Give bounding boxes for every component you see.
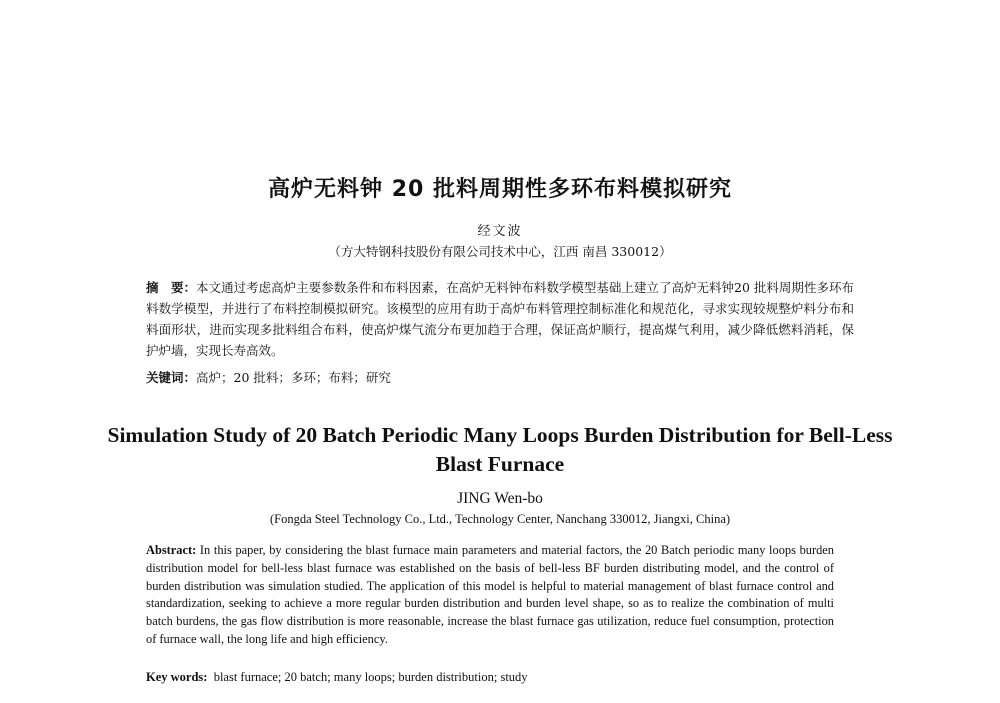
chinese-keywords-label: 关键词：	[146, 370, 197, 385]
chinese-keywords	[146, 367, 854, 388]
english-keywords	[146, 670, 834, 685]
english-abstract-label: Abstract:	[146, 543, 197, 557]
english-title: Simulation Study of 20 Batch Periodic Many Loops Burden Distribution for Bell-Less Blast Furnace	[107, 423, 893, 476]
english-keywords-text: blast furnace; 20 batch; many loops; burden distribution; study	[213, 670, 528, 684]
chinese-abstract-label: 摘 要：	[146, 280, 197, 295]
chinese-keywords-text: 高炉；20 批料；多环；布料；研究	[196, 370, 391, 385]
chinese-affiliation: （方大特钢科技股份有限公司技术中心，江西 南昌 330012）	[328, 244, 672, 259]
chinese-author: 经文波	[477, 224, 523, 239]
chinese-abstract-text: 本文通过考虑高炉主要参数条件和布料因素，在高炉无料钟布料数学模型基础上建立了高炉无料钟20 批料周期性多环布料数学模型，并进行了布料控制模拟研究。该模型的应用有助于高炉布料管理控制标准化和规范化，寻求实现较规整炉料分布和料面形状，进而实现多批料组合布料，使高炉煤气流分布更加趋于合理，保证高炉顺行，提高煤气利用，减少降低燃料消耗，保护炉墙，实现长寿高效。	[146, 280, 854, 358]
english-abstract	[146, 542, 834, 649]
english-affiliation: (Fongda Steel Technology Co., Ltd., Technology Center, Nanchang 330012, Jiangxi, China)	[269, 512, 731, 526]
english-abstract-text: In this paper, by considering the blast furnace main parameters and material factors, the 20 Batch periodic many loops burden distribution model for bell-less blast furnace was established on the basis of bell-less BF burden distributing model, and the control of burden distribution was simulation studied. The application of this model is helpful to material management of blast furnace control and standardization, seeking to achieve a more regular burden distribution and burden level shape, so as to realize the combination of multi batch burdens, the gas flow distribution is more reasonable, increase the blast furnace gas utilization, reduce fuel consumption, protection of furnace wall, the long life and high efficiency.	[146, 543, 834, 646]
english-keywords-label: Key words:	[146, 670, 208, 684]
chinese-title: 高炉无料钟 20 批料周期性多环布料模拟研究	[268, 177, 732, 202]
chinese-abstract	[146, 277, 854, 361]
english-author: JING Wen-bo	[457, 490, 543, 507]
